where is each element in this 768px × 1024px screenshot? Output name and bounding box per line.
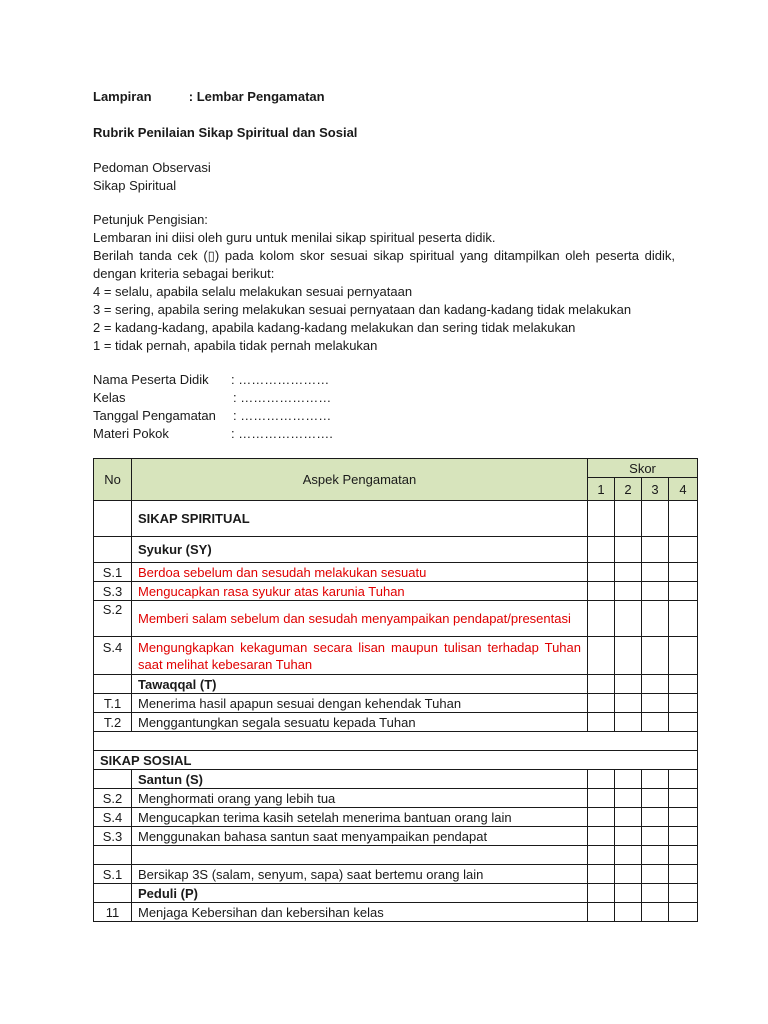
table-row [94, 601, 698, 637]
score-cell[interactable] [615, 789, 642, 808]
table-row [94, 903, 698, 922]
lampiran-label: Lampiran [93, 89, 152, 104]
score-cell[interactable] [615, 846, 642, 865]
field-tanggal [93, 407, 331, 425]
table-row [94, 846, 698, 865]
score-cell[interactable] [642, 827, 669, 846]
score-cell[interactable] [669, 675, 698, 694]
table-row [94, 865, 698, 884]
blank-row [94, 732, 698, 751]
score-cell[interactable] [642, 846, 669, 865]
row-aspect: Mengucapkan rasa syukur atas karunia Tuhan [132, 582, 588, 601]
criteria-3: 3 = sering, apabila sering melakukan sesuai pernyataan dan kadang-kadang tidak melakukan [93, 302, 632, 317]
field-materi-label: Materi Pokok [93, 426, 169, 441]
score-cell[interactable] [669, 770, 698, 789]
score-cell[interactable] [588, 846, 615, 865]
field-materi [93, 425, 333, 443]
score-cell[interactable] [588, 770, 615, 789]
score-cell[interactable] [615, 537, 642, 563]
score-cell[interactable] [642, 694, 669, 713]
score-4-header: 4 [669, 478, 698, 501]
row-aspect: Menggantungkan segala sesuatu kepada Tuhan [132, 713, 588, 732]
table-row [94, 637, 698, 675]
score-cell[interactable] [588, 601, 615, 637]
score-cell[interactable] [588, 827, 615, 846]
subsection-syukur: Syukur (SY) [132, 537, 588, 563]
row-no: T.1 [94, 694, 132, 713]
table-row [94, 751, 698, 770]
score-cell[interactable] [642, 884, 669, 903]
row-aspect: Menjaga Kebersihan dan kebersihan kelas [132, 903, 588, 922]
score-cell[interactable] [642, 770, 669, 789]
table-row [94, 789, 698, 808]
score-cell[interactable] [588, 808, 615, 827]
row-no [94, 884, 132, 903]
row-aspect: Berdoa sebelum dan sesudah melakukan sesuatu [132, 563, 588, 582]
table-row [94, 582, 698, 601]
subsection-santun: Santun (S) [132, 770, 588, 789]
table-row-blank [94, 732, 698, 751]
criteria-1: 1 = tidak pernah, apabila tidak pernah melakukan [93, 338, 378, 353]
col-skor-header: Skor [588, 459, 698, 478]
field-kelas [93, 389, 331, 407]
score-cell[interactable] [642, 865, 669, 884]
score-cell[interactable] [615, 601, 642, 637]
table-row [94, 537, 698, 563]
petunjuk-line1: Lembaran ini diisi oleh guru untuk menilai sikap spiritual peserta didik. [93, 230, 496, 245]
table-row [94, 563, 698, 582]
lampiran-line [93, 88, 325, 106]
row-no: S.3 [94, 582, 132, 601]
row-no [94, 537, 132, 563]
score-cell[interactable] [588, 789, 615, 808]
rubric-table [93, 458, 698, 922]
table-row [94, 770, 698, 789]
score-2-header: 2 [615, 478, 642, 501]
score-1-header: 1 [588, 478, 615, 501]
subsection-tawaqqal: Tawaqqal (T) [132, 675, 588, 694]
row-aspect [132, 846, 588, 865]
row-no [94, 501, 132, 537]
field-nama-label: Nama Peserta Didik [93, 372, 209, 387]
score-cell[interactable] [588, 903, 615, 922]
score-cell[interactable] [669, 827, 698, 846]
table-header-row [94, 459, 698, 478]
field-nama [93, 371, 329, 389]
lampiran-value: : Lembar Pengamatan [188, 89, 325, 104]
score-cell[interactable] [615, 770, 642, 789]
field-tanggal-label: Tanggal Pengamatan [93, 408, 216, 423]
table-row [94, 713, 698, 732]
table-row [94, 501, 698, 537]
score-cell[interactable] [669, 601, 698, 637]
row-aspect: Menghormati orang yang lebih tua [132, 789, 588, 808]
document-title: Rubrik Penilaian Sikap Spiritual dan Sosial [93, 125, 358, 140]
score-cell[interactable] [588, 563, 615, 582]
score-cell[interactable] [642, 501, 669, 537]
sikap-label: Sikap Spiritual [93, 178, 177, 193]
score-3-header: 3 [642, 478, 669, 501]
pedoman-label: Pedoman Observasi [93, 160, 211, 175]
row-no: 11 [94, 903, 132, 922]
field-kelas-value: : ………………… [233, 390, 332, 405]
section-sikap-spiritual: SIKAP SPIRITUAL [132, 501, 588, 537]
score-cell[interactable] [588, 582, 615, 601]
score-cell[interactable] [669, 582, 698, 601]
score-cell[interactable] [642, 563, 669, 582]
row-aspect: Bersikap 3S (salam, senyum, sapa) saat bertemu orang lain [132, 865, 588, 884]
score-cell[interactable] [615, 903, 642, 922]
score-cell[interactable] [642, 903, 669, 922]
score-cell[interactable] [669, 501, 698, 537]
score-cell[interactable] [669, 903, 698, 922]
score-cell[interactable] [588, 675, 615, 694]
score-cell[interactable] [615, 501, 642, 537]
score-cell[interactable] [642, 637, 669, 675]
petunjuk-heading: Petunjuk Pengisian: [93, 212, 208, 227]
score-cell[interactable] [588, 713, 615, 732]
field-nama-value: : ………………… [231, 372, 330, 387]
score-cell[interactable] [588, 501, 615, 537]
field-tanggal-value: : ………………… [233, 408, 332, 423]
row-no: S.2 [94, 601, 132, 637]
row-aspect: Mengucapkan terima kasih setelah menerima bantuan orang lain [132, 808, 588, 827]
criteria-4: 4 = selalu, apabila selalu melakukan sesuai pernyataan [93, 284, 413, 299]
row-aspect: Mengungkapkan kekaguman secara lisan maupun tulisan terhadap Tuhan saat melihat kebesaran Tuhan [132, 637, 588, 675]
score-cell[interactable] [615, 563, 642, 582]
field-kelas-label: Kelas [93, 390, 126, 405]
score-cell[interactable] [669, 846, 698, 865]
col-no-header: No [94, 459, 132, 501]
row-no: S.1 [94, 865, 132, 884]
section-sikap-sosial: SIKAP SOSIAL [94, 751, 698, 770]
row-aspect: Menggunakan bahasa santun saat menyampaikan pendapat [132, 827, 588, 846]
score-cell[interactable] [669, 694, 698, 713]
score-cell[interactable] [642, 808, 669, 827]
score-cell[interactable] [642, 675, 669, 694]
score-cell[interactable] [615, 827, 642, 846]
row-no [94, 770, 132, 789]
score-cell[interactable] [669, 808, 698, 827]
score-cell[interactable] [615, 694, 642, 713]
score-cell[interactable] [615, 865, 642, 884]
row-no: S.4 [94, 808, 132, 827]
row-no: S.1 [94, 563, 132, 582]
score-cell[interactable] [615, 713, 642, 732]
row-no: T.2 [94, 713, 132, 732]
score-cell[interactable] [669, 637, 698, 675]
table-row [94, 694, 698, 713]
row-no [94, 846, 132, 865]
score-cell[interactable] [588, 865, 615, 884]
field-materi-value: : …………………. [231, 426, 333, 441]
table-row [94, 884, 698, 903]
score-cell[interactable] [588, 537, 615, 563]
score-cell[interactable] [588, 884, 615, 903]
col-aspek-header: Aspek Pengamatan [132, 459, 588, 501]
criteria-2: 2 = kadang-kadang, apabila kadang-kadang melakukan dan sering tidak melakukan [93, 320, 576, 335]
score-cell[interactable] [669, 865, 698, 884]
row-no [94, 675, 132, 694]
score-cell[interactable] [588, 694, 615, 713]
score-cell[interactable] [615, 884, 642, 903]
score-cell[interactable] [642, 582, 669, 601]
score-cell[interactable] [669, 537, 698, 563]
score-cell[interactable] [615, 582, 642, 601]
score-cell[interactable] [642, 789, 669, 808]
score-cell[interactable] [669, 563, 698, 582]
score-cell[interactable] [615, 637, 642, 675]
score-cell[interactable] [642, 713, 669, 732]
petunjuk-line2: Berilah tanda cek (▯) pada kolom skor sesuai sikap spiritual yang ditampilkan oleh peserta didik, dengan kriteria sebagai berikut: [93, 248, 675, 281]
table-row [94, 827, 698, 846]
score-cell[interactable] [669, 884, 698, 903]
row-no: S.3 [94, 827, 132, 846]
score-cell[interactable] [615, 675, 642, 694]
score-cell[interactable] [669, 713, 698, 732]
row-no: S.4 [94, 637, 132, 675]
score-cell[interactable] [669, 789, 698, 808]
score-cell[interactable] [588, 637, 615, 675]
subsection-peduli: Peduli (P) [132, 884, 588, 903]
row-no: S.2 [94, 789, 132, 808]
table-row [94, 808, 698, 827]
score-cell[interactable] [642, 601, 669, 637]
row-aspect: Menerima hasil apapun sesuai dengan kehendak Tuhan [132, 694, 588, 713]
table-row [94, 675, 698, 694]
score-cell[interactable] [615, 808, 642, 827]
score-cell[interactable] [642, 537, 669, 563]
row-aspect: Memberi salam sebelum dan sesudah menyampaikan pendapat/presentasi [132, 601, 588, 637]
